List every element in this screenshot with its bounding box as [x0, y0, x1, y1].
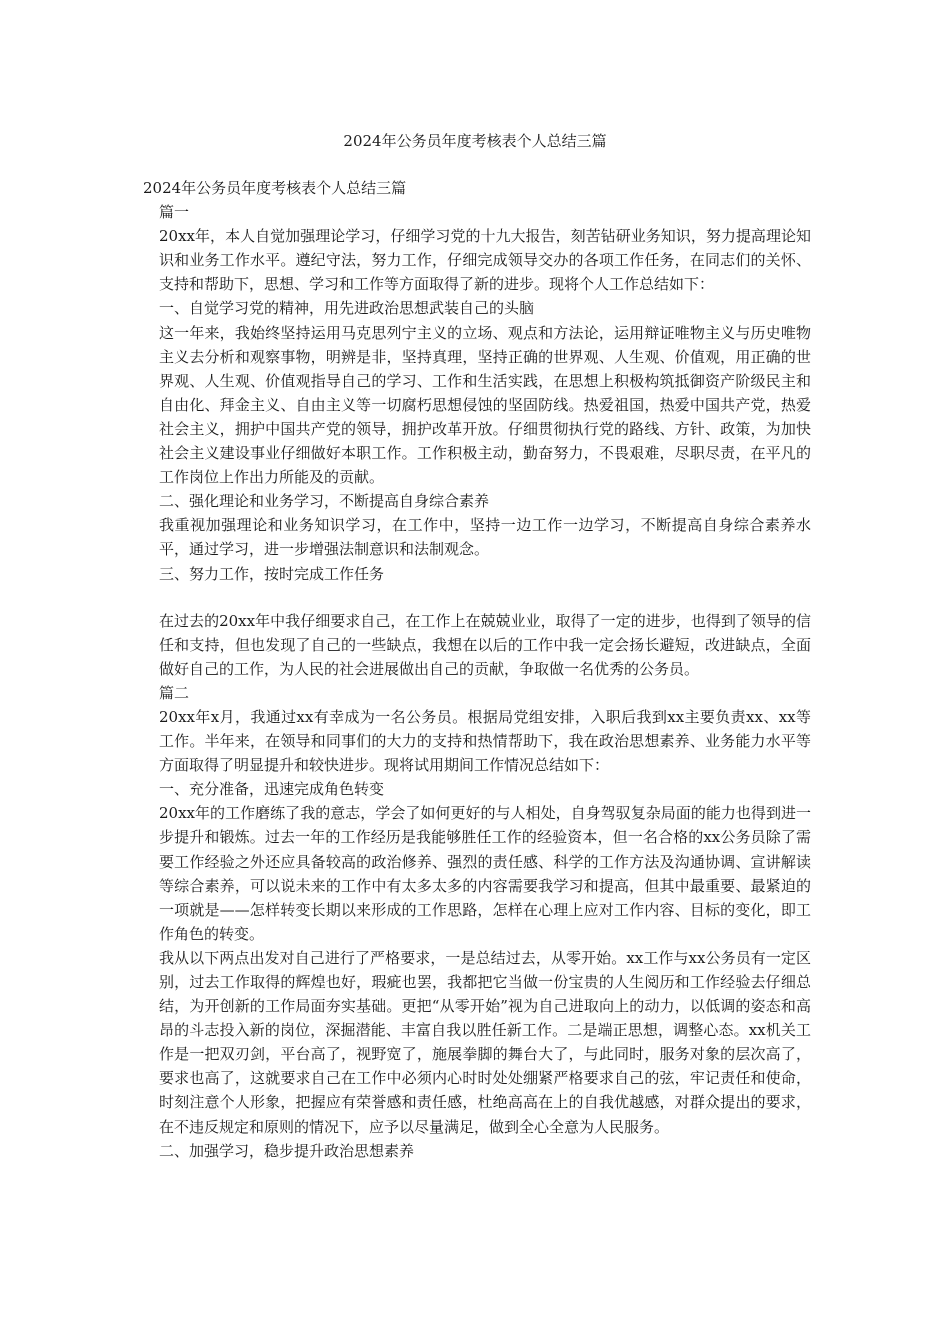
- section-heading: 二、加强学习，稳步提升政治思想素养: [159, 1141, 415, 1160]
- section-heading-part-one: 篇一: [159, 203, 190, 222]
- document-body: [143, 176, 811, 1163]
- blank-line: [143, 586, 811, 609]
- paragraph: 20xx年，本人自觉加强理论学习，仔细学习党的十九大报告，刻苦钻研业务知识，努力提高理论知识和业务工作水平。遵纪守法，努力工作，仔细完成领导交办的各项工作任务，在同志们的关怀、支持和帮助下，思想、学习和工作等方面取得了新的进步。现将个人工作总结如下：: [159, 227, 811, 294]
- section-heading: 一、自觉学习党的精神，用先进政治思想武装自己的头脑: [159, 299, 535, 318]
- section-heading: 三、努力工作，按时完成工作任务: [159, 564, 385, 583]
- section-heading: 二、强化理论和业务学习，不断提高自身综合素养: [159, 492, 490, 511]
- paragraph: 我从以下两点出发对自己进行了严格要求，一是总结过去，从零开始。xx工作与xx公务员有一定区别，过去工作取得的辉煌也好，瑕疵也罢，我都把它当做一份宝贵的人生阅历和工作经验去仔细总结，为开创新的工作局面夯实基础。更把“从零开始”视为自己进取向上的动力，以低调的姿态和高昂的斗志投入新的岗位，深掘潜能、丰富自我以胜任新工作。二是端正思想，调整心态。xx机关工作是一把双刃剑，平台高了，视野宽了，施展拳脚的舞台大了，与此同时，服务对象的层次高了，要求也高了，这就要求自己在工作中必须内心时时处处绷紧严格要求自己的弦，牢记责任和使命，时刻注意个人形象，把握应有荣誉感和责任感，杜绝高高在上的自我优越感，对群众提出的要求，在不违反规定和原则的情况下，应予以尽量满足，做到全心全意为人民服务。: [159, 948, 811, 1136]
- paragraph: 我重视加强理论和业务知识学习，在工作中，坚持一边工作一边学习，不断提高自身综合素养水平，通过学习，进一步增强法制意识和法制观念。: [159, 516, 811, 559]
- paragraph: 在过去的20xx年中我仔细要求自己，在工作上在兢兢业业，取得了一定的进步，也得到了领导的信任和支持，但也发现了自己的一些缺点，我想在以后的工作中我一定会扬长避短，改进缺点，全面做好自己的工作，为人民的社会进展做出自己的贡献，争取做一名优秀的公务员。: [159, 611, 811, 678]
- paragraph: 20xx年x月，我通过xx有幸成为一名公务员。根据局党组安排，入职后我到xx主要负责xx、xx等工作。半年来，在领导和同事们的大力的支持和热情帮助下，我在政治思想素养、业务能力水平等方面取得了明显提升和较快进步。现将试用期间工作情况总结如下：: [159, 707, 811, 775]
- section-heading-part-two: 篇二: [159, 683, 190, 702]
- section-heading: 一、充分准备，迅速完成角色转变: [159, 780, 385, 799]
- subtitle: 2024年公务员年度考核表个人总结三篇: [143, 179, 407, 197]
- paragraph: 20xx年的工作磨练了我的意志，学会了如何更好的与人相处，自身驾驭复杂局面的能力也得到进一步提升和锻炼。过去一年的工作经历是我能够胜任工作的经验资本，但一名合格的xx公务员除了需要工作经验之外还应具备较高的政治修养、强烈的责任感、科学的工作方法及沟通协调、宣讲解读等综合素养，可以说未来的工作中有太多太多的内容需要我学习和提高，但其中最重要、最紧迫的一项就是——怎样转变长期以来形成的工作思路，怎样在心理上应对工作内容、目标的变化，即工作角色的转变。: [159, 804, 811, 943]
- paragraph: 这一年来，我始终坚持运用马克思列宁主义的立场、观点和方法论，运用辩证唯物主义与历史唯物主义去分析和观察事物，明辨是非，坚持真理，坚持正确的世界观、人生观、价值观，用正确的世界观、人生观、价值观指导自己的学习、工作和生活实践，在思想上积极构筑抵御资产阶级民主和自由化、拜金主义、自由主义等一切腐朽思想侵蚀的坚固防线。热爱祖国，热爱中国共产党，热爱社会主义，拥护中国共产党的领导，拥护改革开放。仔细贯彻执行党的路线、方针、政策，为加快社会主义建设事业仔细做好本职工作。工作积极主动，勤奋努力，不畏艰难，尽职尽责，在平凡的工作岗位上作出力所能及的贡献。: [159, 323, 811, 487]
- document-title: 2024年公务员年度考核表个人总结三篇: [343, 132, 607, 150]
